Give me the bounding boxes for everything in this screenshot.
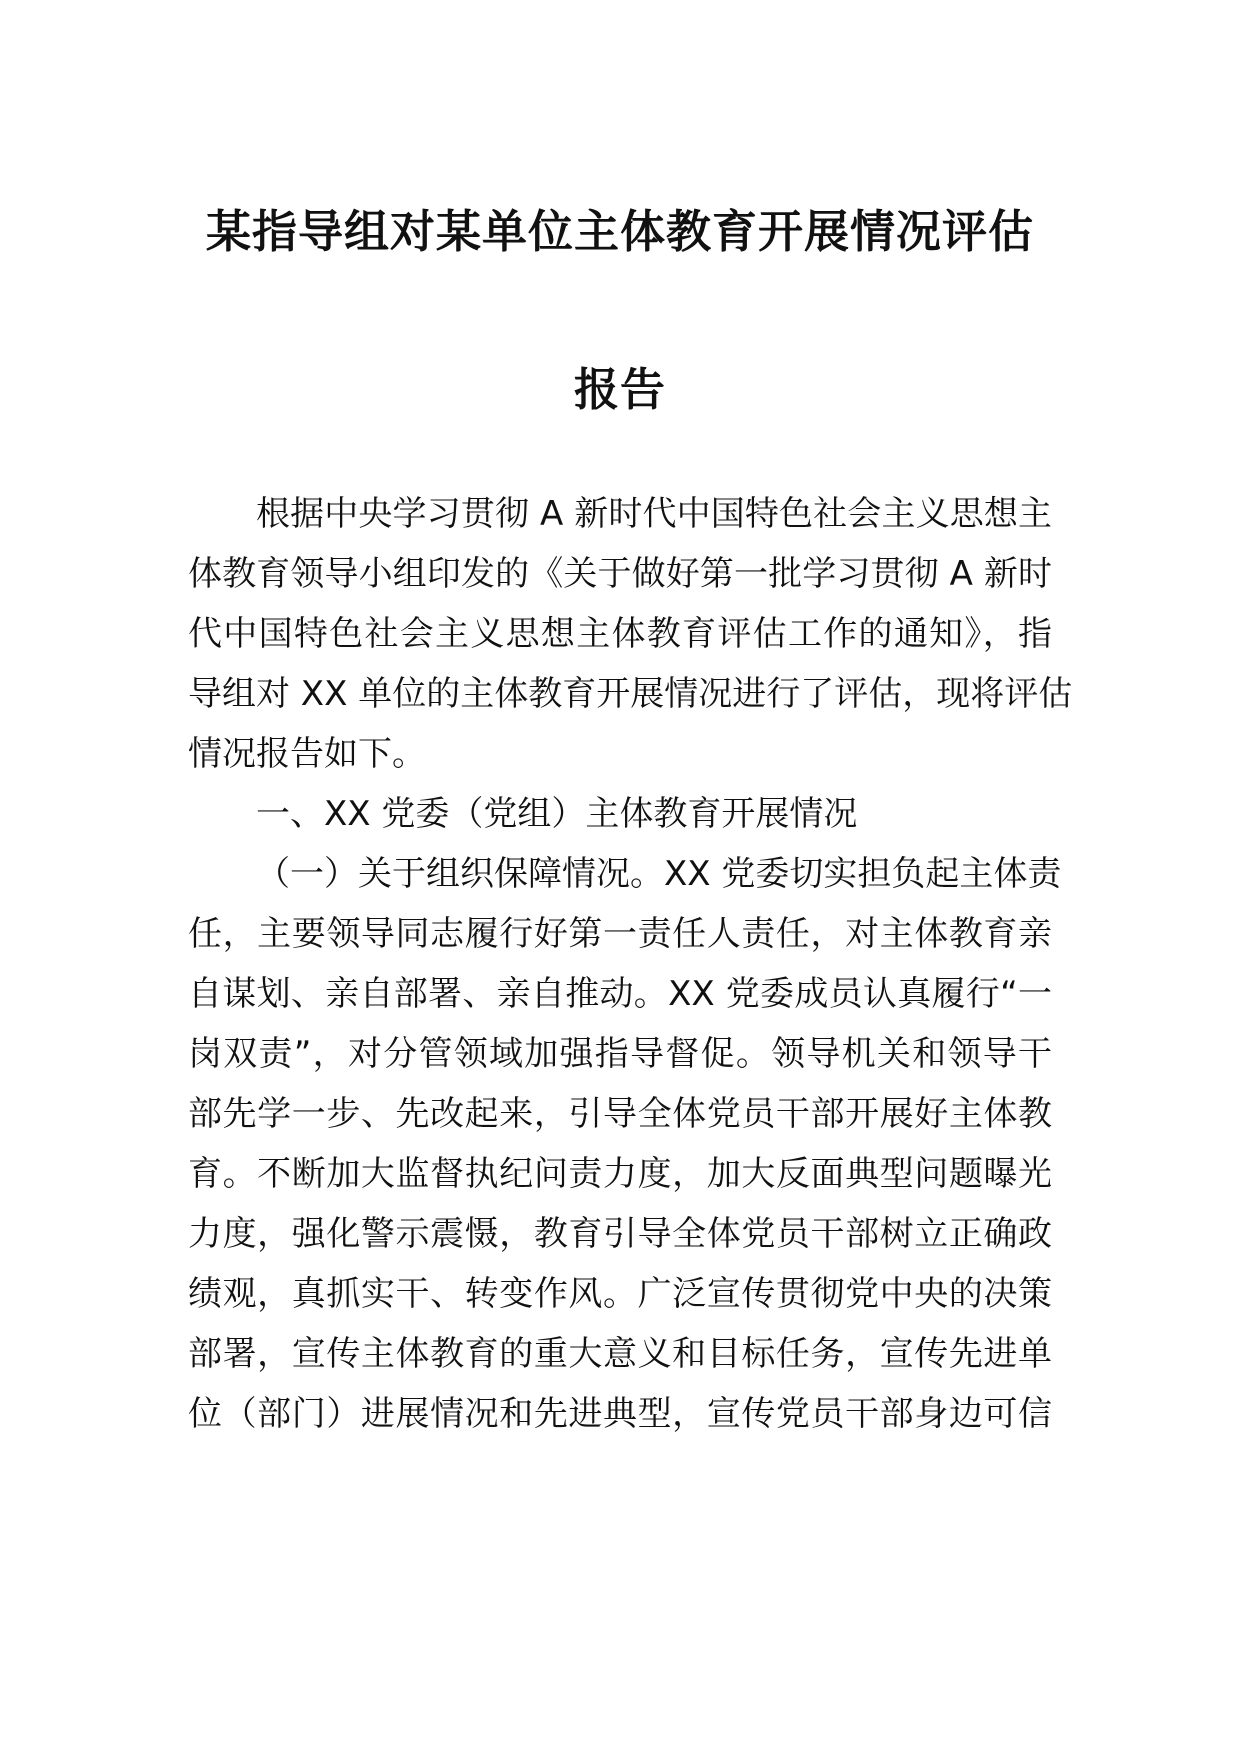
paragraph-line: 任，主要领导同志履行好第一责任人责任，对主体教育亲: [188, 914, 1052, 954]
paragraph-line: 力度，强化警示震慑，教育引导全体党员干部树立正确政: [188, 1214, 1052, 1254]
paragraph-line: 育。不断加大监督执纪问责力度，加大反面典型问题曝光: [188, 1154, 1052, 1194]
paragraph-line: 根据中央学习贯彻 A 新时代中国特色社会主义思想主: [256, 494, 1052, 534]
paragraph-line: 岗双责”，对分管领域加强指导督促。领导机关和领导干: [188, 1034, 1052, 1074]
paragraph-line: 情况报告如下。: [188, 734, 426, 774]
document-title-line-2: 报告: [573, 363, 666, 416]
paragraph-line: 位（部门）进展情况和先进典型，宣传党员干部身边可信: [188, 1394, 1052, 1434]
paragraph-line: 体教育领导小组印发的《关于做好第一批学习贯彻 A 新时: [188, 554, 1052, 594]
paragraph-line: 部先学一步、先改起来，引导全体党员干部开展好主体教: [188, 1094, 1052, 1134]
paragraph-line: 绩观，真抓实干、转变作风。广泛宣传贯彻党中央的决策: [188, 1274, 1052, 1314]
paragraph-line: 导组对 XX 单位的主体教育开展情况进行了评估，现将评估: [188, 674, 1073, 714]
section-heading: 一、XX 党委（党组）主体教育开展情况: [256, 794, 858, 834]
paragraph-line: 自谋划、亲自部署、亲自推动。XX 党委成员认真履行“一: [188, 974, 1052, 1014]
document-title-line-1: 某指导组对某单位主体教育开展情况评估: [205, 205, 1034, 258]
paragraph-line: 代中国特色社会主义思想主体教育评估工作的通知》，指: [188, 614, 1052, 654]
paragraph-line: 部署，宣传主体教育的重大意义和目标任务，宣传先进单: [188, 1334, 1052, 1374]
paragraph-line: （一）关于组织保障情况。XX 党委切实担负起主体责: [256, 854, 1062, 894]
